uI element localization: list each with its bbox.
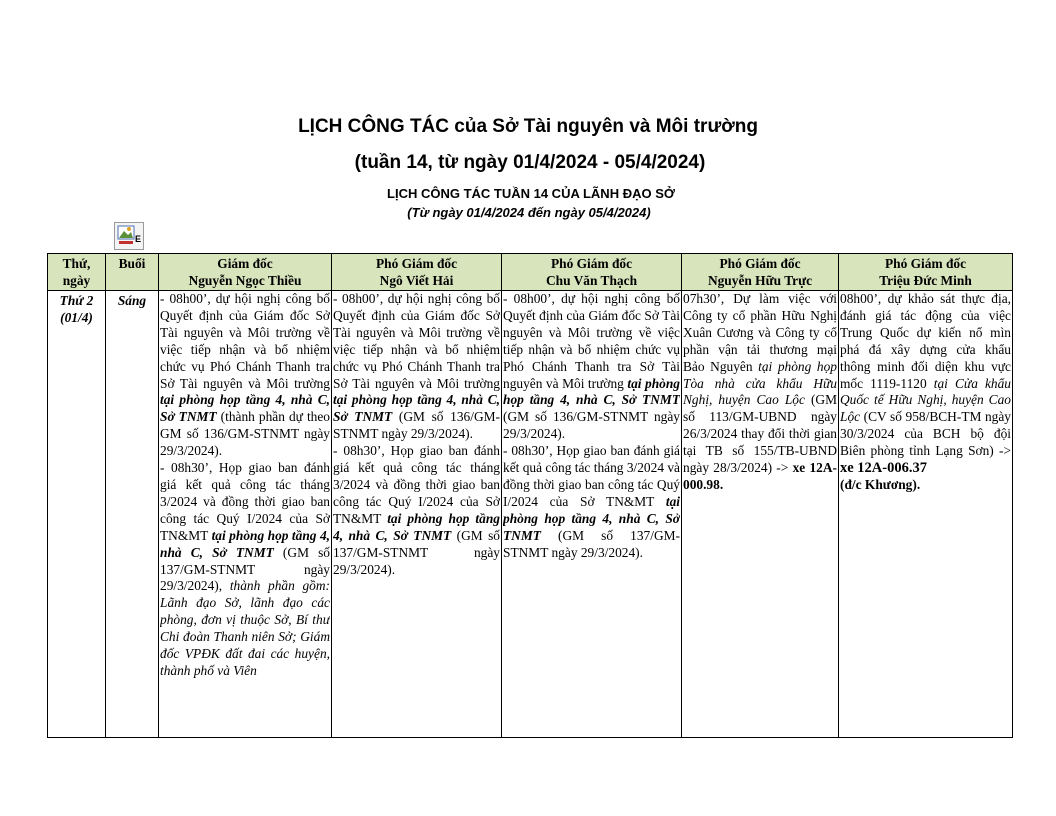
header-deputy-truc: Phó Giám đốc Nguyễn Hữu Trực — [682, 254, 839, 291]
header-deputy-thach: Phó Giám đốc Chu Văn Thạch — [502, 254, 682, 291]
schedule-item: 07h30’, Dự làm việc với Công ty cổ phần Hữu Nghị Xuân Cương và Công ty cổ phần vận tải thương mại Bảo Nguyên tại phòng họp Tòa nhà cửa khẩu Hữu Nghị, huyện Cao Lộc (GM số 113/GM-UBND ngày 26/3/2024 thay đổi thời gian tại TB số 155/TB-UBND ngày 28/3/2024) -> xe 12A-000.98. — [683, 291, 837, 492]
header-director: Giám đốc Nguyễn Ngọc Thiều — [159, 254, 332, 291]
deputy-truc-schedule-cell — [682, 291, 839, 738]
schedule-item: 08h00’, dự khảo sát thực địa, đánh giá tác động của việc Trung Quốc dự kiến nổ mìn phá đá xây dựng cửa khẩu thông minh đối diện khu vực mốc 1119-1120 tại Cửa khẩu Quốc tế Hữu Nghị, huyện Cao Lộc (CV số 958/BCH-TM ngày 30/3/2024 của BCH bộ đội Biên phòng tỉnh Lạng Sơn) -> xe 12A-006.37 — [840, 291, 1011, 477]
schedule-item: - 08h30’, Họp giao ban đánh giá kết quả công tác tháng 3/2024 và đồng thời giao ban công tác Quý I/2024 của Sở TN&MT tại phòng họp tầng 4, nhà C, Sở TNMT (GM số 137/GM-STNMT ngày 29/3/2024), thành phần gồm: Lãnh đạo Sở, lãnh đạo các phòng, đơn vị thuộc Sở, Bí thư Chi đoàn Thanh niên Sở; Giám đốc VPĐK đất đai các huyện, thành phố và Viên — [160, 460, 330, 678]
header-session: Buổi — [106, 254, 159, 291]
header-deputy-minh: Phó Giám đốc Triệu Đức Minh — [839, 254, 1013, 291]
director-schedule-cell — [159, 291, 332, 738]
deputy-hai-schedule-cell — [332, 291, 502, 738]
schedule-table — [47, 253, 1013, 738]
page-title: LỊCH CÔNG TÁC của Sở Tài nguyên và Môi trường — [298, 116, 758, 137]
deputy-thach-schedule-cell — [502, 291, 682, 738]
schedule-item: - 08h30’, Họp giao ban đánh giá kết quả công tác tháng 3/2024 và đồng thời giao ban công tác Quý I/2024 của Sở TN&MT tại phòng họp tầng 4, nhà C, Sở TNMT (GM số 137/GM-STNMT ngày 29/3/2024). — [503, 443, 680, 560]
document-image-icon[interactable] — [114, 222, 144, 250]
schedule-item: - 08h00’, dự hội nghị công bố Quyết định của Giám đốc Sở Tài nguyên và Môi trường về việc tiếp nhận và bổ nhiệm chức vụ Phó Chánh Thanh tra Sở Tài nguyên và Môi trường tại phòng họp tầng 4, nhà C, Sở TNMT (thành phần dự theo GM số 136/GM-STNMT ngày 29/3/2024). — [160, 291, 330, 459]
schedule-item: - 08h30’, Họp giao ban đánh giá kết quả công tác tháng 3/2024 và đồng thời giao ban công tác Quý I/2024 của Sở TN&MT tại phòng họp tầng 4, nhà C, Sở TNMT (GM số 137/GM-STNMT ngày 29/3/2024). — [333, 443, 500, 577]
schedule-item: - 08h00’, dự hội nghị công bố Quyết định của Giám đốc Sở Tài nguyên và Môi trường về việc tiếp nhận và bổ nhiệm chức vụ Phó Chánh Thanh tra Sở Tài nguyên và Môi trường tại phòng họp tầng 4, nhà C, Sở TNMT (GM số 136/GM-STNMT ngày 29/3/2024). — [333, 291, 500, 442]
schedule-date-range: (Từ ngày 01/4/2024 đến ngày 05/4/2024) — [407, 205, 651, 220]
header-row — [48, 254, 1013, 291]
schedule-subtitle: LỊCH CÔNG TÁC TUẦN 14 CỦA LÃNH ĐẠO SỞ — [387, 186, 675, 201]
deputy-minh-schedule-cell — [839, 291, 1013, 738]
session-cell: Sáng — [106, 291, 159, 738]
page-title-week: (tuần 14, từ ngày 01/4/2024 - 05/4/2024) — [354, 152, 706, 173]
icon-letter: E — [135, 234, 142, 244]
day-cell: Thứ 2 (01/4) — [48, 291, 106, 738]
header-deputy-hai: Phó Giám đốc Ngô Viết Hải — [332, 254, 502, 291]
driver-note: (đ/c Khương). — [840, 476, 921, 492]
header-day: Thứ, ngày — [48, 254, 106, 291]
table-row — [48, 291, 1013, 738]
schedule-item: - 08h00’, dự hội nghị công bố Quyết định của Giám đốc Sở Tài nguyên và Môi trường về việc tiếp nhận và bổ nhiệm chức vụ Phó Chánh Thanh tra Sở Tài nguyên và Môi trường tại phòng họp tầng 4, nhà C, Sở TNMT (GM số 136/GM-STNMT ngày 29/3/2024). — [503, 291, 680, 442]
